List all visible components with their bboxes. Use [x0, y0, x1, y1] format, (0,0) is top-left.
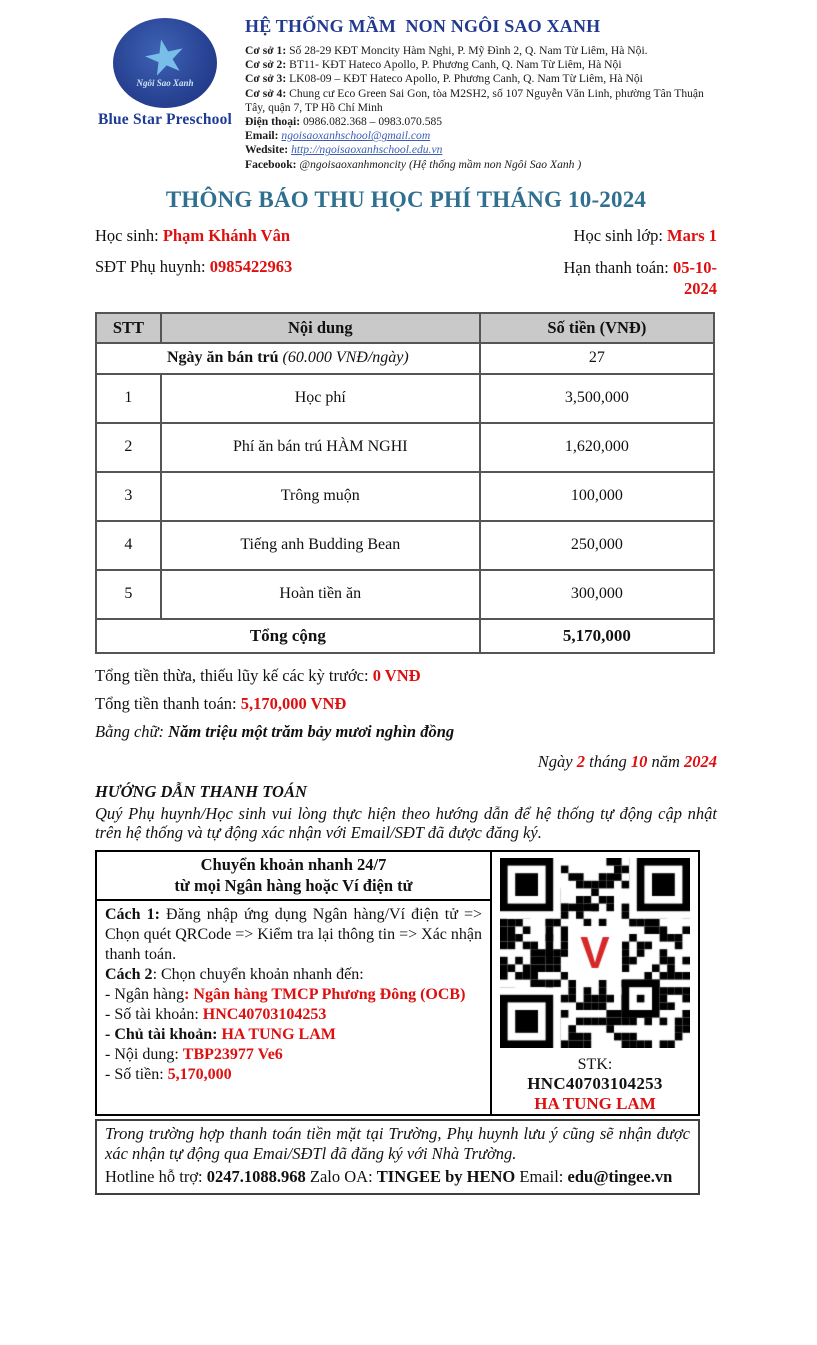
parent-phone-value: 0985422963 — [209, 256, 293, 276]
logo-circle — [113, 18, 217, 108]
website-link[interactable]: http://ngoisaoxanhschool.edu.vn — [291, 143, 443, 157]
stk-number: HNC40703104253 — [527, 1073, 663, 1093]
account-value: HNC40703104253 — [202, 1005, 327, 1023]
fee-table-header-row — [96, 313, 714, 343]
star-icon — [141, 35, 188, 80]
facebook-line — [245, 158, 717, 172]
table-row — [96, 521, 714, 570]
row-amount: 300,000 — [480, 570, 714, 619]
website-label: Wedsite: — [245, 143, 289, 157]
memo-value: TBP23977 Ve6 — [182, 1045, 283, 1063]
method-2-text: : Chọn chuyển khoản nhanh đến: — [152, 965, 364, 983]
site-2-text: BT11- KĐT Hateco Apollo, P. Phương Canh, Q. Nam Từ Liêm, Hà Nội — [286, 58, 622, 72]
email-label: Email: — [245, 129, 279, 143]
due-date-value: 05-10-2024 — [673, 257, 717, 298]
row-amount: 3,500,000 — [480, 374, 714, 423]
payment-box-title-line2: từ mọi Ngân hàng hoặc Ví điện tử — [174, 876, 413, 896]
row-amount: 1,620,000 — [480, 423, 714, 472]
site-1-label: Cơ sở 1: — [245, 44, 287, 57]
website-line — [245, 143, 717, 157]
payment-guide-intro: Quý Phụ huynh/Học sinh vui lòng thực hiện theo hướng dẫn để hệ thống tự động cập nhật trên hệ thống và tự động xác nhận với Email/SĐT đã được đăng ký. — [95, 803, 717, 843]
site-line-4 — [245, 87, 717, 115]
due-date-line — [542, 257, 717, 299]
memo-label: - Nội dung: — [105, 1045, 183, 1063]
meal-days-row — [96, 343, 714, 374]
email-link[interactable]: ngoisaoxanhschool@gmail.com — [281, 129, 431, 143]
row-name: Học phí — [161, 374, 480, 423]
document-content — [95, 12, 717, 1195]
meal-days-note: (60.000 VNĐ/ngày) — [278, 349, 409, 367]
total-amount: 5,170,000 — [480, 619, 714, 653]
org-name: HỆ THỐNG MẦM NON NGÔI SAO XANH — [245, 16, 601, 36]
hotline-label: Hotline hỗ trợ: — [105, 1166, 207, 1186]
row-amount: 100,000 — [480, 472, 714, 521]
payment-methods — [97, 901, 490, 1093]
method-1-text: Đăng nhập ứng dụng Ngân hàng/Ví điện tử => Chọn quét QRCode => Kiểm tra lại thông tin => Xác nhận thanh toán. — [105, 905, 483, 963]
stk-label: STK: — [577, 1055, 613, 1073]
support-email: edu@tingee.vn — [567, 1166, 673, 1186]
row-amount: 250,000 — [480, 521, 714, 570]
bank-value: : Ngân hàng TMCP Phương Đông (OCB) — [184, 985, 466, 1003]
date-part: tháng — [584, 751, 631, 771]
school-logo — [95, 12, 235, 172]
phone-label: Điện thoại: — [245, 115, 301, 129]
zalo-label: Zalo OA: — [305, 1166, 377, 1186]
amount-in-words-value: Năm triệu một trăm bảy mươi nghìn đồng — [168, 721, 455, 741]
org-info — [245, 12, 717, 172]
hotline-number: 0247.1088.968 — [206, 1166, 306, 1186]
amount-label: - Số tiền: — [105, 1065, 168, 1083]
header-so-tien: Số tiền (VNĐ) — [480, 313, 714, 343]
site-line-3 — [245, 72, 717, 86]
header-noi-dung: Nội dung — [161, 313, 480, 343]
date-part: Ngày — [537, 751, 577, 771]
footer-box — [95, 1119, 700, 1195]
school-header — [95, 12, 717, 172]
amount-in-words-line — [95, 719, 717, 745]
payment-box-title-line1: Chuyển khoản nhanh 24/7 — [200, 854, 387, 874]
email-line — [245, 129, 717, 143]
holder-value: HA TUNG LAM — [221, 1025, 336, 1043]
total-row — [96, 619, 714, 653]
phone-line — [245, 115, 717, 129]
method-2-label: Cách 2 — [105, 965, 153, 983]
header-stt: STT — [96, 313, 161, 343]
meal-days-cell — [96, 343, 480, 374]
meal-days-value: 27 — [480, 343, 714, 374]
holder-label: - Chủ tài khoản: — [105, 1025, 222, 1043]
site-line-1 — [245, 44, 717, 58]
phone-value: 0986.082.368 – 0983.070.585 — [300, 115, 443, 129]
student-name-label: Học sinh: — [95, 225, 159, 245]
qr-code — [500, 858, 690, 1048]
row-no: 3 — [96, 472, 161, 521]
site-line-2 — [245, 58, 717, 72]
zalo-account: TINGEE by HENO — [376, 1166, 516, 1186]
fee-table — [95, 312, 715, 654]
qr-panel — [492, 852, 698, 1114]
date-part: năm — [647, 751, 684, 771]
parent-phone-label: SĐT Phụ huynh: — [95, 256, 206, 276]
holder-line — [105, 1025, 482, 1045]
account-line — [105, 1005, 482, 1025]
payment-instructions — [97, 852, 492, 1114]
site-4-label: Cơ sở 4: — [245, 86, 287, 100]
meal-days-label: Ngày ăn bán trú — [166, 349, 279, 367]
account-label: - Số tài khoản: — [105, 1005, 203, 1023]
date-year: 2024 — [684, 751, 717, 771]
payment-box — [95, 850, 700, 1116]
logo-script-text: Ngôi Sao Xanh — [136, 77, 194, 88]
total-label: Tổng cộng — [96, 619, 480, 653]
student-name-value: Phạm Khánh Vân — [162, 225, 291, 245]
memo-line — [105, 1045, 482, 1065]
row-name: Trông muộn — [161, 472, 480, 521]
site-3-label: Cơ sở 3: — [245, 72, 287, 86]
row-no: 5 — [96, 570, 161, 619]
method-1 — [105, 905, 482, 965]
student-class-value: Mars 1 — [667, 225, 717, 245]
prev-balance-value: 0 VNĐ — [372, 665, 421, 685]
site-4-text: Chung cư Eco Green Sai Gon, tòa M2SH2, số 107 Nguyễn Văn Linh, phường Tân Thuận Tây, quận 7, TP Hồ Chí Minh — [245, 86, 704, 114]
row-name: Phí ăn bán trú HÀM NGHI — [161, 423, 480, 472]
date-month: 10 — [630, 751, 648, 771]
table-row — [96, 374, 714, 423]
cash-payment-note: Trong trường hợp thanh toán tiền mặt tại Trường, Phụ huynh lưu ý cũng sẽ nhận được xác nhận tự động qua Emai/SĐTl đã đăng ký với Nhà Trường. — [105, 1123, 690, 1163]
date-day: 2 — [576, 751, 585, 771]
amount-value: 5,170,000 — [167, 1065, 232, 1083]
bank-line — [105, 985, 482, 1005]
table-row — [96, 570, 714, 619]
payment-box-title — [97, 852, 490, 901]
total-due-label: Tổng tiền thanh toán: — [95, 693, 241, 713]
payment-guide-heading: HƯỚNG DẪN THANH TOÁN — [95, 781, 307, 801]
due-date-label: Hạn thanh toán: — [563, 257, 669, 277]
amount-line — [105, 1065, 482, 1085]
total-due-line — [95, 691, 717, 717]
site-3-text: LK08-09 – KĐT Hateco Apollo, P. Phương Canh, Q. Nam Từ Liêm, Hà Nội — [286, 72, 643, 86]
row-name: Tiếng anh Budding Bean — [161, 521, 480, 570]
parent-phone-line — [95, 257, 292, 277]
bank-label: - Ngân hàng — [105, 985, 185, 1003]
table-row — [96, 472, 714, 521]
table-row — [96, 423, 714, 472]
logo-caption: Blue Star Preschool — [97, 111, 233, 128]
stk-holder: HA TUNG LAM — [534, 1093, 656, 1113]
method-1-label: Cách 1: — [105, 905, 160, 923]
row-no: 4 — [96, 521, 161, 570]
facebook-handle: @ngoisaoxanhmoncity (Hệ thống mầm non Ngôi Sao Xanh ) — [296, 157, 582, 171]
student-info-row-1 — [95, 226, 717, 246]
row-no: 2 — [96, 423, 161, 472]
prev-balance-line — [95, 663, 717, 689]
row-no: 1 — [96, 374, 161, 423]
student-name-line — [95, 226, 290, 246]
student-class-label: Học sinh lớp: — [573, 225, 663, 245]
student-info-row-2 — [95, 257, 717, 299]
support-line — [105, 1166, 690, 1187]
method-2 — [105, 965, 482, 985]
site-2-label: Cơ sở 2: — [245, 58, 287, 72]
prev-balance-label: Tổng tiền thừa, thiếu lũy kế các kỳ trước: — [95, 665, 373, 685]
page-title: THÔNG BÁO THU HỌC PHÍ THÁNG 10-2024 — [165, 186, 647, 212]
student-class-line — [574, 226, 717, 246]
support-email-label: Email: — [515, 1166, 568, 1186]
facebook-label: Facebook: — [245, 157, 297, 171]
amount-in-words-label: Bằng chữ: — [95, 721, 169, 741]
site-1-text: Số 28-29 KĐT Moncity Hàm Nghi, P. Mỹ Đình 2, Q. Nam Từ Liêm, Hà Nội. — [286, 44, 648, 57]
issue-date-line — [95, 752, 717, 772]
total-due-value: 5,170,000 VNĐ — [240, 693, 347, 713]
row-name: Hoàn tiền ăn — [161, 570, 480, 619]
